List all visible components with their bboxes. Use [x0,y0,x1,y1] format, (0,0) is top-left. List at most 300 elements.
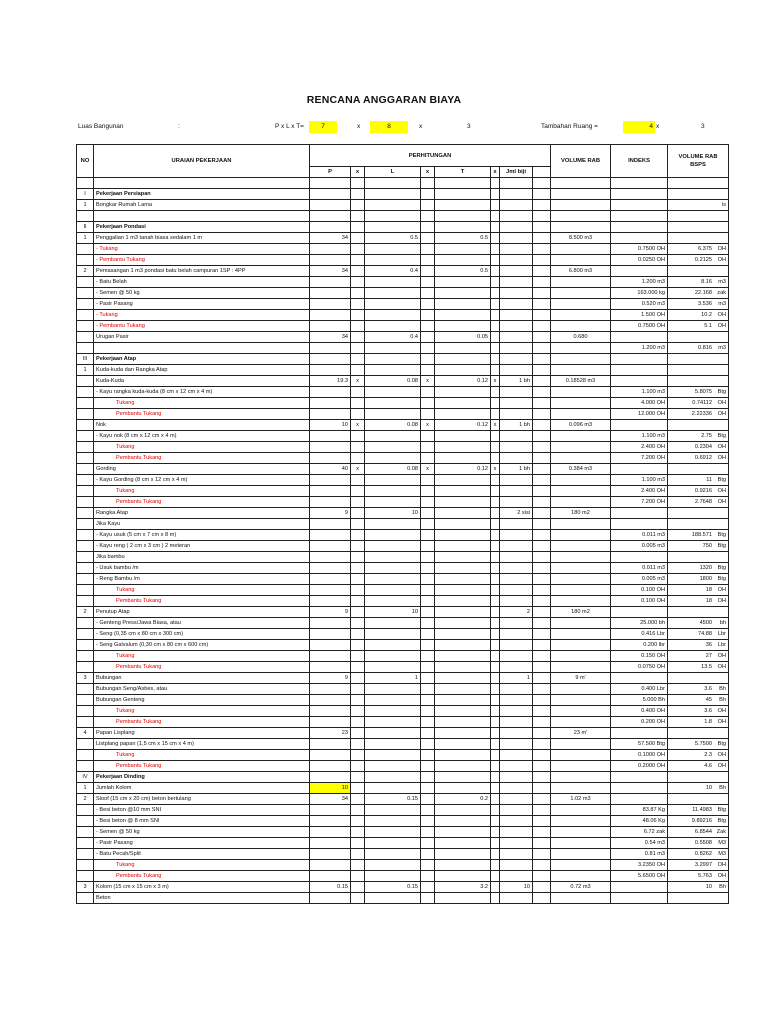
row-t[interactable] [435,607,491,618]
row-l[interactable] [365,651,421,662]
row-l[interactable]: 0.5 [365,233,421,244]
row-bsps[interactable] [668,640,729,651]
row-uraian[interactable]: Kuda-kuda dan Rangka Atap [94,365,310,376]
row-indeks[interactable]: 12.000 OH [611,409,668,420]
row-p-x[interactable] [351,607,365,618]
row-l[interactable] [365,321,421,332]
row-t[interactable] [435,442,491,453]
row-l-x[interactable] [421,497,435,508]
row-t[interactable] [435,519,491,530]
row-bsps[interactable] [668,299,729,310]
row-p[interactable] [310,761,351,772]
row-l[interactable] [365,860,421,871]
row-no[interactable]: II [77,222,94,233]
row-p[interactable] [310,827,351,838]
row-bsps[interactable] [668,618,729,629]
row-volume-rab[interactable] [551,211,611,222]
row-p-x[interactable] [351,530,365,541]
row-t-x[interactable] [491,200,500,211]
row-volume-rab[interactable] [551,574,611,585]
row-indeks[interactable] [611,772,668,783]
row-jml[interactable] [500,497,533,508]
row-volume-rab[interactable]: 180 m2 [551,607,611,618]
row-l-x[interactable] [421,761,435,772]
row-uraian[interactable]: Pembantu Tukang [94,761,310,772]
row-bsps[interactable] [668,189,729,200]
row-jml[interactable] [500,860,533,871]
row-indeks[interactable]: 1.200 m3 [611,343,668,354]
row-p-x[interactable] [351,596,365,607]
row-p-x[interactable] [351,794,365,805]
row-l-x[interactable] [421,299,435,310]
row-t-x[interactable] [491,266,500,277]
row-bsps[interactable] [668,662,729,673]
row-bsps[interactable] [668,266,729,277]
row-volume-rab[interactable] [551,310,611,321]
row-t-x[interactable] [491,343,500,354]
row-p[interactable] [310,530,351,541]
row-indeks[interactable] [611,728,668,739]
row-p[interactable] [310,288,351,299]
row-indeks[interactable]: 2.400 OH [611,442,668,453]
row-jml[interactable] [500,640,533,651]
row-t-x[interactable] [491,805,500,816]
row-no[interactable] [77,739,94,750]
row-l[interactable] [365,827,421,838]
row-jml[interactable]: 1 bh [500,420,533,431]
row-t-x[interactable] [491,761,500,772]
row-p-x[interactable] [351,761,365,772]
row-volume-rab[interactable] [551,717,611,728]
row-jml[interactable]: 1 bh [500,376,533,387]
row-volume-rab[interactable] [551,354,611,365]
row-p[interactable] [310,321,351,332]
row-t-x[interactable] [491,530,500,541]
row-bsps[interactable] [668,255,729,266]
row-volume-rab[interactable] [551,662,611,673]
row-t-x[interactable] [491,365,500,376]
row-jml[interactable]: 2 sisi [500,508,533,519]
row-bsps[interactable] [668,332,729,343]
row-blank[interactable] [533,805,551,816]
row-no[interactable] [77,629,94,640]
row-indeks[interactable] [611,376,668,387]
row-no[interactable] [77,596,94,607]
row-l[interactable] [365,277,421,288]
row-l[interactable] [365,772,421,783]
row-no[interactable] [77,805,94,816]
row-indeks[interactable]: 0.200 lbr [611,640,668,651]
row-p[interactable]: 34 [310,332,351,343]
row-no[interactable] [77,211,94,222]
row-l-x[interactable] [421,728,435,739]
row-p-x[interactable] [351,871,365,882]
row-indeks[interactable]: 0.54 m3 [611,838,668,849]
row-blank[interactable] [533,607,551,618]
row-bsps[interactable] [668,684,729,695]
row-l[interactable] [365,310,421,321]
row-p-x[interactable] [351,695,365,706]
row-p[interactable] [310,618,351,629]
row-bsps[interactable] [668,761,729,772]
row-t-x[interactable] [491,871,500,882]
row-t-x[interactable] [491,354,500,365]
row-l[interactable] [365,629,421,640]
row-indeks[interactable]: 4.000 OH [611,398,668,409]
row-jml[interactable] [500,365,533,376]
row-jml[interactable] [500,728,533,739]
row-l-x[interactable] [421,706,435,717]
row-indeks[interactable]: 25.000 bh [611,618,668,629]
row-t[interactable] [435,288,491,299]
row-l[interactable] [365,299,421,310]
row-l-x[interactable] [421,233,435,244]
row-p[interactable] [310,574,351,585]
row-p-x[interactable] [351,519,365,530]
row-t-x[interactable] [491,794,500,805]
row-bsps[interactable] [668,629,729,640]
row-no[interactable] [77,475,94,486]
row-blank[interactable] [533,332,551,343]
row-no[interactable] [77,563,94,574]
row-bsps[interactable] [668,860,729,871]
row-blank[interactable] [533,695,551,706]
row-l-x[interactable] [421,541,435,552]
row-l-x[interactable] [421,871,435,882]
row-t-x[interactable] [491,508,500,519]
row-t-x[interactable] [491,640,500,651]
row-p[interactable]: 34 [310,266,351,277]
row-jml[interactable] [500,288,533,299]
row-blank[interactable] [533,838,551,849]
row-p[interactable] [310,750,351,761]
row-p[interactable]: 10 [310,783,351,794]
row-volume-rab[interactable] [551,706,611,717]
row-bsps[interactable] [668,354,729,365]
row-jml[interactable] [500,662,533,673]
row-t[interactable] [435,277,491,288]
row-jml[interactable] [500,442,533,453]
row-jml[interactable] [500,596,533,607]
row-bsps[interactable] [668,717,729,728]
row-t[interactable] [435,585,491,596]
row-l-x[interactable] [421,695,435,706]
row-t[interactable] [435,398,491,409]
row-blank[interactable] [533,299,551,310]
row-blank[interactable] [533,376,551,387]
row-no[interactable] [77,299,94,310]
row-volume-rab[interactable] [551,563,611,574]
row-indeks[interactable] [611,552,668,563]
row-volume-rab[interactable] [551,739,611,750]
row-uraian[interactable]: Sloof (15 cm x 20 cm) beton bertulang [94,794,310,805]
row-indeks[interactable]: 0.416 Lbr [611,629,668,640]
row-p[interactable] [310,299,351,310]
row-indeks[interactable] [611,508,668,519]
row-volume-rab[interactable] [551,827,611,838]
row-no[interactable] [77,442,94,453]
row-l[interactable] [365,442,421,453]
row-indeks[interactable] [611,178,668,189]
row-p[interactable]: 19.3 [310,376,351,387]
row-uraian[interactable]: Tukang [94,585,310,596]
row-p-x[interactable] [351,618,365,629]
row-p-x[interactable] [351,497,365,508]
row-indeks[interactable] [611,420,668,431]
row-l[interactable] [365,750,421,761]
row-indeks[interactable]: 0.011 m3 [611,563,668,574]
row-t[interactable]: 3.2 [435,882,491,893]
row-jml[interactable] [500,849,533,860]
row-l-x[interactable] [421,662,435,673]
row-bsps[interactable] [668,695,729,706]
row-indeks[interactable]: 0.100 OH [611,585,668,596]
row-l[interactable] [365,200,421,211]
row-t-x[interactable] [491,288,500,299]
row-l-x[interactable] [421,288,435,299]
row-uraian[interactable]: Pekerjaan Atap [94,354,310,365]
row-jml[interactable] [500,629,533,640]
row-uraian[interactable]: Bubungan [94,673,310,684]
row-l-x[interactable]: x [421,420,435,431]
row-indeks[interactable] [611,893,668,904]
row-l[interactable] [365,717,421,728]
row-t[interactable] [435,343,491,354]
row-blank[interactable] [533,310,551,321]
row-l-x[interactable] [421,816,435,827]
row-volume-rab[interactable] [551,475,611,486]
row-p[interactable]: 23 [310,728,351,739]
row-blank[interactable] [533,673,551,684]
row-no[interactable] [77,343,94,354]
row-volume-rab[interactable] [551,596,611,607]
row-p[interactable] [310,365,351,376]
row-l-x[interactable] [421,552,435,563]
row-p[interactable] [310,519,351,530]
row-indeks[interactable]: 7.200 OH [611,497,668,508]
row-no[interactable] [77,871,94,882]
row-l-x[interactable] [421,563,435,574]
row-no[interactable] [77,706,94,717]
row-p[interactable] [310,387,351,398]
row-jml[interactable] [500,706,533,717]
row-l[interactable] [365,640,421,651]
row-t-x[interactable] [491,893,500,904]
row-volume-rab[interactable]: 180 m2 [551,508,611,519]
row-t-x[interactable] [491,178,500,189]
row-p-x[interactable] [351,673,365,684]
row-t[interactable] [435,486,491,497]
row-t[interactable] [435,783,491,794]
row-volume-rab[interactable] [551,860,611,871]
row-indeks[interactable]: 0.150 OH [611,651,668,662]
row-jml[interactable] [500,343,533,354]
row-t[interactable] [435,871,491,882]
row-indeks[interactable]: 1.100 m3 [611,431,668,442]
row-indeks[interactable]: 57.500 Btg [611,739,668,750]
row-uraian[interactable]: Bongkar Rumah Lama [94,200,310,211]
row-indeks[interactable]: 1.500 OH [611,310,668,321]
row-volume-rab[interactable] [551,244,611,255]
row-no[interactable] [77,497,94,508]
row-p-x[interactable] [351,178,365,189]
row-l[interactable] [365,486,421,497]
row-l[interactable] [365,893,421,904]
row-t-x[interactable] [491,860,500,871]
row-jml[interactable] [500,387,533,398]
row-uraian[interactable]: - Semen @ 50 kg [94,288,310,299]
row-p[interactable] [310,640,351,651]
row-jml[interactable] [500,321,533,332]
row-indeks[interactable]: 1.100 m3 [611,475,668,486]
row-no[interactable] [77,321,94,332]
row-t-x[interactable]: x [491,420,500,431]
row-uraian[interactable]: - Pasir Pasang [94,838,310,849]
row-no[interactable]: 1 [77,200,94,211]
row-bsps[interactable] [668,805,729,816]
row-p-x[interactable] [351,486,365,497]
row-blank[interactable] [533,772,551,783]
row-p-x[interactable] [351,233,365,244]
row-p[interactable]: 40 [310,464,351,475]
row-uraian[interactable]: Kuda-Kuda [94,376,310,387]
row-p-x[interactable] [351,552,365,563]
row-uraian[interactable]: Pekerjaan Persiapan [94,189,310,200]
row-p-x[interactable] [351,882,365,893]
row-l[interactable] [365,288,421,299]
row-l[interactable] [365,761,421,772]
row-uraian[interactable]: - Semen @ 50 kg [94,827,310,838]
row-volume-rab[interactable] [551,805,611,816]
row-uraian[interactable]: Urugan Pasir [94,332,310,343]
row-blank[interactable] [533,475,551,486]
row-volume-rab[interactable] [551,629,611,640]
row-blank[interactable] [533,189,551,200]
row-p-x[interactable] [351,563,365,574]
row-p-x[interactable] [351,651,365,662]
row-l-x[interactable] [421,882,435,893]
row-l[interactable] [365,695,421,706]
row-bsps[interactable] [668,541,729,552]
row-p[interactable] [310,596,351,607]
row-indeks[interactable]: 1.100 m3 [611,387,668,398]
row-bsps[interactable] [668,222,729,233]
row-p[interactable] [310,772,351,783]
row-blank[interactable] [533,794,551,805]
row-l[interactable] [365,563,421,574]
row-bsps[interactable] [668,508,729,519]
row-bsps[interactable] [668,772,729,783]
row-l-x[interactable] [421,332,435,343]
row-l-x[interactable]: x [421,464,435,475]
row-p-x[interactable] [351,387,365,398]
row-indeks[interactable]: 0.7500 OH [611,244,668,255]
row-bsps[interactable] [668,211,729,222]
row-blank[interactable] [533,893,551,904]
row-bsps[interactable] [668,398,729,409]
row-no[interactable]: 1 [77,783,94,794]
row-volume-rab[interactable] [551,343,611,354]
row-no[interactable] [77,255,94,266]
row-indeks[interactable]: 0.011 m3 [611,530,668,541]
row-blank[interactable] [533,596,551,607]
row-no[interactable] [77,816,94,827]
row-indeks[interactable]: 7.200 OH [611,453,668,464]
row-jml[interactable] [500,585,533,596]
row-l[interactable] [365,662,421,673]
row-l-x[interactable] [421,596,435,607]
row-l-x[interactable] [421,684,435,695]
row-jml[interactable] [500,827,533,838]
row-l-x[interactable] [421,200,435,211]
row-uraian[interactable]: Jika Kayu [94,519,310,530]
row-jml[interactable] [500,519,533,530]
row-indeks[interactable]: 5.6500 OH [611,871,668,882]
row-t-x[interactable] [491,211,500,222]
row-uraian[interactable]: - Reng Bambu /m [94,574,310,585]
row-l-x[interactable] [421,574,435,585]
row-no[interactable] [77,717,94,728]
row-t[interactable] [435,695,491,706]
row-blank[interactable] [533,849,551,860]
row-p-x[interactable] [351,629,365,640]
row-no[interactable] [77,431,94,442]
row-indeks[interactable] [611,673,668,684]
row-t-x[interactable] [491,310,500,321]
row-uraian[interactable]: Pekerjaan Dinding [94,772,310,783]
row-indeks[interactable]: 0.400 OH [611,706,668,717]
row-uraian[interactable]: - Batu Belah [94,277,310,288]
row-l-x[interactable] [421,673,435,684]
row-blank[interactable] [533,255,551,266]
row-bsps[interactable] [668,651,729,662]
row-t-x[interactable] [491,574,500,585]
row-bsps[interactable] [668,497,729,508]
row-blank[interactable] [533,288,551,299]
row-volume-rab[interactable]: 23 m' [551,728,611,739]
row-jml[interactable] [500,717,533,728]
row-no[interactable]: III [77,354,94,365]
row-p-x[interactable] [351,783,365,794]
row-t-x[interactable] [491,596,500,607]
row-l[interactable] [365,497,421,508]
row-t[interactable] [435,255,491,266]
row-l[interactable]: 0.15 [365,794,421,805]
row-l-x[interactable] [421,893,435,904]
row-t[interactable] [435,706,491,717]
row-uraian[interactable]: - Seng (0,35 cm x 80 cm x 300 cm) [94,629,310,640]
row-l-x[interactable]: x [421,376,435,387]
row-indeks[interactable] [611,233,668,244]
row-l-x[interactable] [421,640,435,651]
row-l-x[interactable] [421,387,435,398]
row-l-x[interactable] [421,849,435,860]
row-uraian[interactable]: Jumlah Kolom [94,783,310,794]
row-l-x[interactable] [421,266,435,277]
row-blank[interactable] [533,420,551,431]
row-blank[interactable] [533,497,551,508]
row-l[interactable] [365,706,421,717]
row-p-x[interactable] [351,299,365,310]
row-volume-rab[interactable] [551,541,611,552]
row-t-x[interactable] [491,662,500,673]
row-uraian[interactable]: Rangka Atap [94,508,310,519]
row-t[interactable] [435,409,491,420]
row-l[interactable] [365,574,421,585]
row-t-x[interactable] [491,772,500,783]
row-jml[interactable] [500,530,533,541]
row-bsps[interactable] [668,431,729,442]
